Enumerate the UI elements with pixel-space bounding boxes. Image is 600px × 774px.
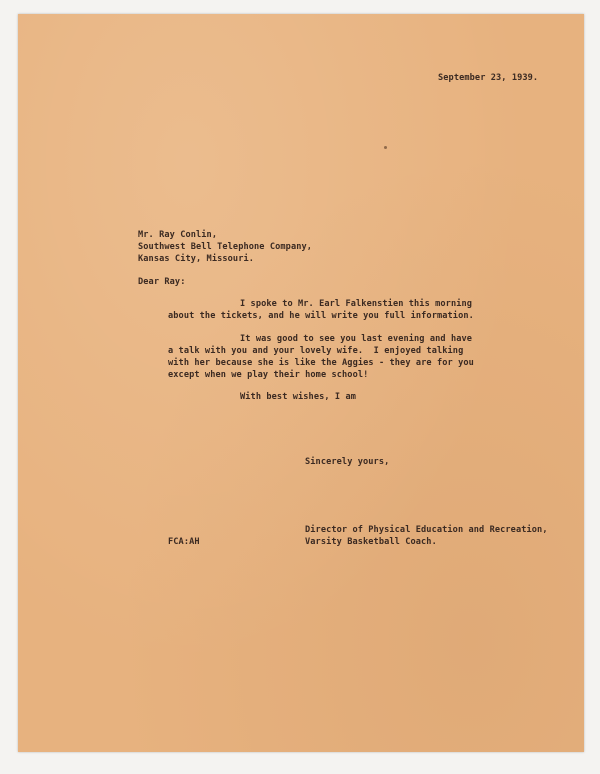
complimentary-close: Sincerely yours,: [305, 457, 390, 467]
letter-date: September 23, 1939.: [438, 73, 539, 83]
reference-initials: FCA:AH: [168, 537, 200, 547]
paragraph-2-line-2: a talk with you and your lovely wife. I enjoyed talking: [168, 346, 464, 356]
paragraph-2-line-1: It was good to see you last evening and have: [240, 334, 473, 344]
paragraph-2-line-3: with her because she is like the Aggies - they are for you: [168, 358, 474, 368]
signature-title-line-1: Director of Physical Education and Recreation,: [305, 525, 548, 535]
salutation: Dear Ray:: [138, 277, 186, 287]
letter-page: [18, 14, 584, 752]
paragraph-1-line-1: I spoke to Mr. Earl Falkenstien this morning: [240, 299, 473, 309]
recipient-company: Southwest Bell Telephone Company,: [138, 242, 313, 252]
signature-title-line-2: Varsity Basketball Coach.: [305, 537, 437, 547]
paper-speck: [384, 146, 387, 149]
paragraph-1-line-2: about the tickets, and he will write you full information.: [168, 311, 474, 321]
paragraph-2-line-4: except when we play their home school!: [168, 370, 369, 380]
recipient-city: Kansas City, Missouri.: [138, 254, 255, 264]
closing-line: With best wishes, I am: [240, 392, 357, 402]
recipient-name: Mr. Ray Conlin,: [138, 230, 218, 240]
